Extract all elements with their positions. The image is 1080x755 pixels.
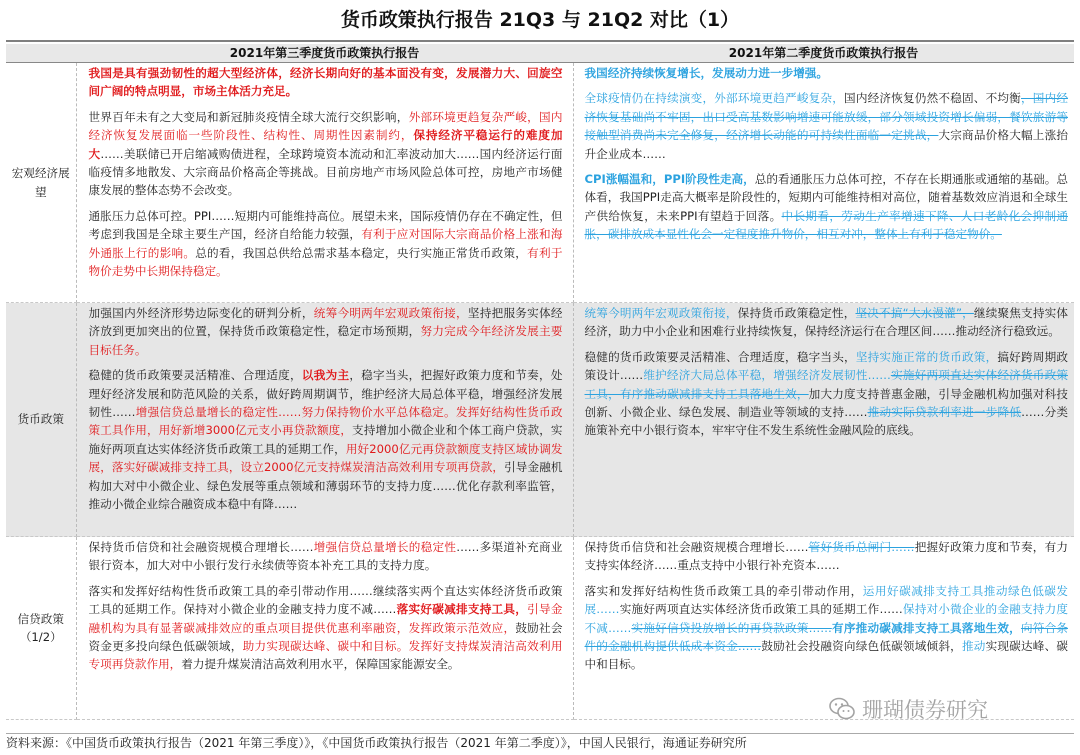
text-run: 实现碳达峰、碳中和目标。 (584, 639, 1068, 672)
source-footer: 资料来源：《中国货币政策执行报告（2021 年第三季度）》，《中国货币政策执行报告（2021 年第二季度）》，中国人民银行，海通证券研究所 (6, 733, 1074, 751)
text-run: 实施好信贷投放增长的再贷款政策…… (631, 620, 832, 635)
text-run: 实施好两项直达实体经济货币政策工具，有序推动碳减排支持工具落地生效， (584, 368, 1068, 401)
text-run: 以我为主 (301, 368, 350, 383)
watermark-text: 珊瑚债券研究 (862, 698, 988, 722)
text-run: 全球疫情仍在持续演变，外部环境更趋严峻复杂， (584, 91, 845, 106)
text-run: 国内经济恢复仍然不稳固、不均衡 (844, 91, 1021, 106)
section-row (6, 303, 1074, 537)
section-label: 货币政策 (6, 303, 76, 537)
text-run: 稳健的货币政策要灵活精准、合理适度， (88, 368, 302, 383)
text-run: 运用好碳减排支持工具推动绿色低碳发展…… (584, 583, 1068, 617)
header-q3: 2021年第三季度货币政策执行报告 (76, 44, 573, 63)
wechat-icon (828, 695, 856, 723)
text-run: 中长期看，劳动生产率增速下降、人口老龄化会抑制通胀，碳排放成本显性化会一定程度推升物价，相互对冲，整体上有利于稳定物价。 (584, 208, 1068, 242)
text-run: 用好2000亿元再贷款额度支持区域协调发展，落实好碳减排支持工具，设立2000亿元支持煤炭清洁高效利用专项再贷款， (88, 441, 563, 475)
text-run: 坚决不搞“大水漫灌”， (855, 306, 974, 320)
paragraph (89, 207, 563, 281)
paragraph (585, 89, 1069, 163)
paragraph (89, 582, 563, 674)
q2-text-cell (573, 537, 1074, 720)
text-run: 世界百年未有之大变局和新冠肺炎疫情全球大流行交织影响， (88, 109, 409, 124)
text-run: 保持对小微企业的金融支持力度不减…… (584, 602, 1068, 635)
table-header-row (6, 44, 1074, 63)
text-run: 鼓励社会资金更多投向绿色低碳领域， (88, 620, 563, 654)
text-run: 保持货币信贷和社会融资规模合理增长…… (88, 540, 314, 554)
text-run: 落实和发挥好结构性货币政策工具的牵引带动作用， (584, 583, 863, 598)
paragraph (89, 366, 563, 513)
text-run: 引导金融机构加大对中小微企业、绿色发展等重点领域和薄弱环节的支持力度……优化存款利率监管，推动小微企业综合融资成本稳中有降…… (88, 460, 563, 512)
text-run: ……分类施策补充中小银行资本，牢牢守住不发生系统性金融风险的底线。 (584, 405, 1068, 438)
text-run: 有序推动碳减排支持工具落地生效， (831, 620, 1021, 635)
text-run: 我国经济持续恢复增长，发展动力进一步增强。 (584, 66, 828, 80)
text-run: 稳健的货币政策要灵活精准、合理适度，稳字当头， (584, 349, 856, 364)
comparison-table (6, 44, 1074, 720)
text-run: 增强信贷总量增长的稳定性 (313, 540, 457, 554)
q3-text-cell (76, 537, 573, 720)
text-run: 落实和发挥好结构性货币政策工具的牵引带动作用……继续落实两个直达实体经济货币政策工具的延期工作。保持对小微企业的金融支持力度不减…… (88, 583, 563, 617)
text-run: 推动实际贷款利率进一步降低 (867, 405, 1022, 420)
text-run: ，稳字当头，把握好政策力度和节奏，处理好经济发展和防范风险的关系，做好跨周期调节，维护经济大局总体平稳，增强经济发展韧性…… (88, 368, 563, 420)
text-run: 我国是具有强劲韧性的超大型经济体，经济长期向好的基本面没有变，发展潜力大、回旋空间广阔的特点明显，市场主体活力充足。 (88, 66, 563, 99)
paragraph (585, 304, 1069, 341)
paragraph (585, 538, 1069, 575)
text-run: 统筹今明两年宏观政策衔接， (584, 306, 738, 320)
title-divider (6, 40, 1074, 42)
section-label: 宏观经济展望 (6, 63, 76, 303)
text-run: 支持增加小微企业和个体工商户贷款，实施好两项直达实体经济货币政策工具的延期工作， (88, 423, 563, 456)
paragraph (585, 170, 1069, 244)
text-run: ，国内经济恢复基础尚不牢固，出口受高基数影响增速可能放缓，部分领域投资增长偏弱，餐饮旅游等接触型消费尚未完全修复，经济增长动能的可持续性面临一定挑战， (584, 91, 1068, 143)
paragraph (89, 64, 563, 101)
text-run: 大宗商品价格大幅上涨抬升企业成本…… (584, 128, 1068, 161)
paragraph (585, 348, 1069, 440)
header-blank (6, 44, 76, 63)
text-run: 保持经济平稳运行的难度加大 (88, 128, 563, 161)
text-run: ……多渠道补充商业银行资本，加大对中小银行发行永续债等资本补充工具的支持力度。 (88, 540, 563, 573)
text-run: 通胀压力总体可控。PPI……短期内可能维持高位。展望未来，国际疫情仍存在不确定性，但考虑到我国是全球主要生产国，经济自给能力较强， (88, 208, 563, 242)
text-run: 搞好跨周期政策设计…… (584, 349, 1068, 383)
text-run: 有利于应对国际大宗商品价格上涨和海外通胀上行的影响。 (88, 227, 563, 260)
text-run: 坚持实施正常的货币政策， (855, 349, 998, 364)
text-run: 落实好碳减排支持工具， (396, 602, 528, 617)
text-run: 推动 (961, 639, 986, 654)
text-run: 着力提升煤炭清洁高效利用水平，保障国家能源安全。 (181, 657, 460, 672)
text-run: 把握好政策力度和节奏，有力支持实体经济……重点支持中小银行补充资本…… (584, 540, 1068, 573)
paragraph (585, 582, 1069, 674)
text-run: 坚持把服务实体经济放到更加突出的位置，保持货币政策稳定性，稳定市场预期， (88, 306, 563, 339)
paragraph (585, 64, 1069, 82)
text-run: 维护经济大局总体平稳，增强经济发展韧性…… (643, 368, 891, 383)
text-run: 努力完成今年经济发展主要目标任务。 (88, 324, 563, 357)
section-row (6, 63, 1074, 303)
text-run: 保持货币信贷和社会融资规模合理增长…… (584, 540, 809, 554)
q2-text-cell (573, 63, 1074, 303)
text-run: 总的看，我国总供给总需求基本稳定，央行实施正常货币政策， (195, 245, 528, 260)
section-label: 信贷政策（1/2） (6, 537, 76, 720)
text-run: 实施好两项直达实体经济货币政策工具的延期工作…… (619, 602, 903, 617)
text-run: 保持货币政策稳定性， (737, 306, 856, 320)
text-run: 增强信贷总量增长的稳定性……努力保持物价水平总体稳定。发挥好结构性货币政策工具作用，用好新增3000亿元支小再贷款额度， (88, 405, 563, 438)
text-run: 统筹今明两年宏观政策衔接， (313, 306, 468, 320)
text-run: 有利于物价走势中长期保持稳定。 (88, 245, 563, 279)
text-run: 加强国内外经济形势边际变化的研判分析， (88, 306, 314, 320)
text-run: CPI涨幅温和，PPI阶段性走高， (584, 172, 755, 187)
section-row (6, 537, 1074, 720)
text-run: 向符合条件的金融机构提供低成本资金…… (584, 620, 1068, 654)
text-run: 发挥好支持煤炭清洁高效利用专项再贷款作用， (88, 639, 563, 672)
q3-text-cell (76, 303, 573, 537)
q3-text-cell (76, 63, 573, 303)
text-run: 外部环境更趋复杂严峻，国内经济恢复发展面临一些阶段性、结构性、周期性因素制约， (88, 109, 563, 143)
page-title: 货币政策执行报告 21Q3 与 21Q2 对比（1） (340, 9, 740, 31)
text-run: 鼓励社会投融资向绿色低碳领域倾斜， (761, 639, 962, 654)
header-q2: 2021年第二季度货币政策执行报告 (573, 44, 1074, 63)
paragraph (89, 304, 563, 359)
table-body (6, 63, 1074, 720)
text-run: ……美联储已开启缩减购债进程，全球跨境资本流动和汇率波动加大……国内经济运行面临疫情多地散发、大宗商品价格高企等挑战。目前房地产市场风险总体可控，房地产市场健康发展的整体态势不会改变。 (88, 146, 563, 198)
watermark (828, 694, 988, 724)
paragraph (89, 108, 563, 200)
q2-text-cell (573, 303, 1074, 537)
text-run: 引导金融机构为具有显著碳减排效应的重点项目提供优惠利率融资，发挥政策示范效应， (88, 602, 563, 635)
text-run: 加大力度支持普惠金融，引导金融机构加强对科技创新、小微企业、绿色发展、制造业等领域的支持…… (584, 386, 1068, 420)
text-run: 继续聚焦支持实体经济，助力中小企业和困难行业持续恢复，保持经济运行在合理区间……推动经济行稳致远。 (584, 306, 1068, 339)
text-run: 助力实现碳达峰、碳中和目标。 (242, 639, 409, 654)
text-run: 总的看通胀压力总体可控，不存在长期通胀或通缩的基础。总体看，我国PPI走高大概率是阶段性的，短期内可能维持相对高位，随着基数效应消退和全球生产供给恢复，未来PPI有望趋于回落。 (584, 172, 1068, 223)
paragraph (89, 538, 563, 575)
text-run: 管好货币总闸门…… (808, 540, 915, 554)
